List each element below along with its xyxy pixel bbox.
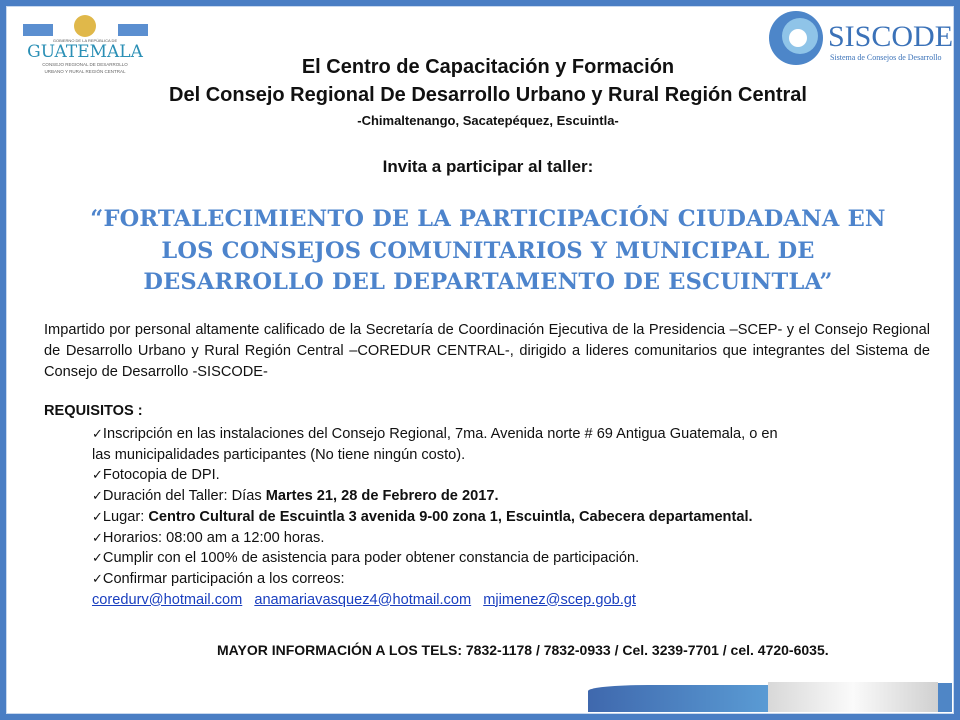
svg-text:GOBIERNO DE LA REPÚBLICA DE: GOBIERNO DE LA REPÚBLICA DE — [52, 38, 118, 43]
item-text: las municipalidades participantes (No tiene ningún costo). — [92, 446, 466, 463]
title-line: “FORTALECIMIENTO DE LA PARTICIPACIÓN CIUDADANA EN — [90, 206, 886, 232]
check-icon: ✓ — [92, 488, 103, 504]
email-link-coredurv[interactable]: coredurv@hotmail.com — [92, 591, 243, 608]
email-link-mjimenez[interactable]: mjimenez@scep.gob.gt — [483, 591, 636, 608]
header-line-1: El Centro de Capacitación y Formación — [301, 56, 675, 78]
list-item — [92, 507, 932, 528]
list-item — [92, 445, 932, 466]
footer-decoration-silver — [768, 682, 938, 712]
list-item — [92, 486, 932, 507]
item-text: Lugar: — [102, 508, 149, 525]
header-line-2: Del Consejo Regional De Desarrollo Urbano y Rural Región Central — [169, 84, 807, 106]
check-icon: ✓ — [92, 467, 103, 483]
list-item — [92, 569, 932, 590]
invite-text: Invita a participar al taller: — [382, 157, 594, 176]
contact-phones: MAYOR INFORMACIÓN A LOS TELS: 7832-1178 / 7832-0933 / Cel. 3239-7701 / cel. 4720-6035. — [217, 642, 829, 658]
footer-decoration-edge — [938, 683, 952, 712]
list-item — [92, 424, 932, 445]
requisitos-heading: REQUISITOS : — [44, 403, 143, 419]
list-item — [92, 465, 932, 486]
item-text: Fotocopia de DPI. — [102, 467, 220, 484]
list-item — [92, 548, 932, 569]
description-paragraph: Impartido por personal altamente calificado de la Secretaría de Coordinación Ejecutiva de la Presidencia –SCEP- y el Consejo Regional de Desarrollo Urbano y Rural Región Central –COREDUR CENTRAL-, dirigido a lideres comunitarios que integrantes del Sistema de Consejo de Desarrollo -SISCODE- — [44, 322, 930, 380]
header-regions: -Chimaltenango, Sacatepéquez, Escuintla- — [357, 113, 619, 128]
check-icon: ✓ — [92, 426, 103, 441]
item-text: Confirmar participación a los correos: — [102, 570, 345, 587]
item-bold-text: Centro Cultural de Escuintla 3 avenida 9-00 zona 1, Escuintla, Cabecera departamental. — [148, 508, 753, 525]
item-text: Horarios: 08:00 am a 12:00 horas. — [102, 529, 325, 546]
requisitos-list — [92, 424, 932, 610]
svg-text:SISCODE: SISCODE — [828, 20, 954, 53]
item-bold-text: Martes 21, 28 de Febrero de 2017. — [265, 488, 499, 505]
check-icon: ✓ — [92, 529, 103, 545]
check-icon: ✓ — [92, 550, 103, 566]
check-icon: ✓ — [92, 508, 103, 524]
title-line: DESARROLLO DEL DEPARTAMENTO DE ESCUINTLA” — [143, 269, 833, 295]
svg-text:Sistema de Consejos de Desarro: Sistema de Consejos de Desarrollo — [830, 53, 942, 62]
workshop-title — [40, 204, 936, 299]
footer-decoration-blue — [588, 685, 768, 712]
email-links — [92, 590, 932, 611]
email-link-anamariavasquez[interactable]: anamariavasquez4@hotmail.com — [254, 591, 472, 608]
check-icon: ✓ — [92, 570, 103, 586]
list-item — [92, 528, 932, 549]
svg-text:GUATEMALA: GUATEMALA — [27, 42, 143, 62]
item-text: Duración del Taller: Días — [102, 488, 266, 505]
title-line: LOS CONSEJOS COMUNITARIOS Y MUNICIPAL DE — [161, 237, 815, 264]
svg-text:URBANO Y RURAL REGIÓN CENTRAL: URBANO Y RURAL REGIÓN CENTRAL — [44, 69, 126, 74]
item-text: Cumplir con el 100% de asistencia para poder obtener constancia de participación. — [102, 550, 640, 567]
item-text: Inscripción en las instalaciones del Consejo Regional, 7ma. Avenida norte # 69 Antigua Guatemala, o en — [102, 426, 778, 442]
svg-text:CONSEJO REGIONAL DE DESARROLLO: CONSEJO REGIONAL DE DESARROLLO — [42, 62, 128, 67]
